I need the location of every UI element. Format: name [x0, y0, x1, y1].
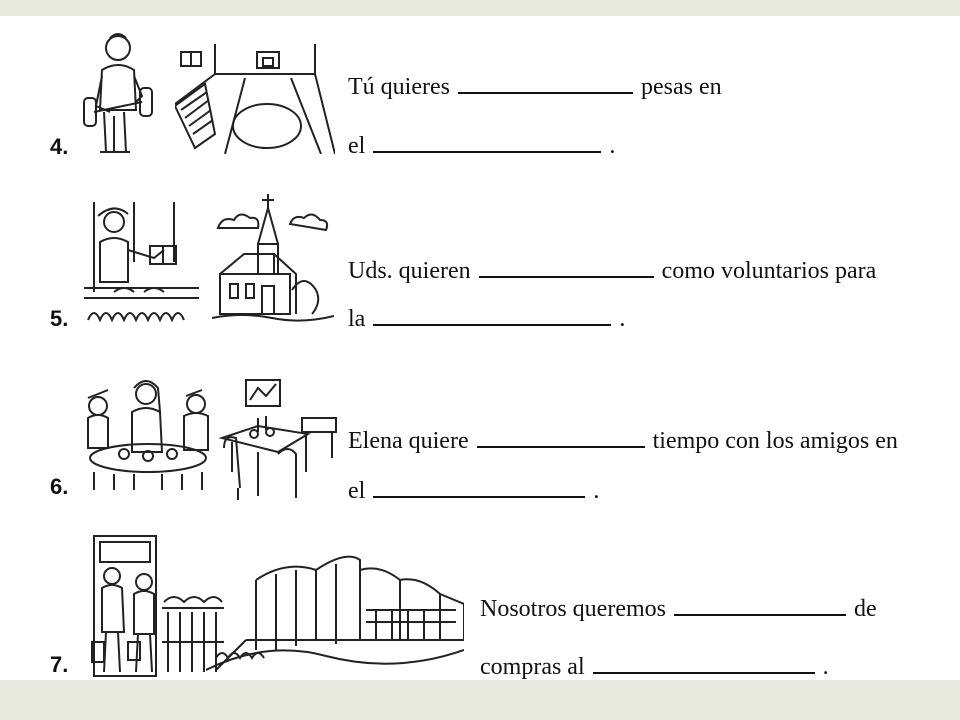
- item-7-line2-end: .: [822, 654, 829, 680]
- item-6-text-before: Elena quiere: [348, 428, 469, 454]
- item-4-line2-end: .: [609, 133, 616, 159]
- item-5-line1: [348, 258, 876, 285]
- item-7-text-before: Nosotros queremos: [480, 596, 666, 622]
- church-icon: [212, 194, 334, 326]
- item-7-line1: [480, 596, 877, 623]
- item-5-text-after: como voluntarios para: [661, 258, 877, 284]
- item-6-blank-1[interactable]: [477, 430, 645, 448]
- item-5-line2: [348, 306, 625, 333]
- item-5-number: 5.: [50, 306, 69, 331]
- item-5-blank-1[interactable]: [479, 260, 654, 278]
- item-4-line1: [348, 74, 722, 101]
- item-5-line2-end: .: [619, 306, 626, 332]
- item-5-text-before: Uds. quieren: [348, 258, 471, 284]
- item-5-line2-start: la: [348, 306, 366, 332]
- item-7-blank-2[interactable]: [593, 656, 815, 674]
- item-6-line1: [348, 428, 898, 455]
- item-6-number: 6.: [50, 474, 69, 499]
- item-4-text-after: pesas en: [640, 74, 722, 100]
- item-4-blank-2[interactable]: [373, 135, 601, 153]
- item-6-line2-end: .: [593, 478, 600, 504]
- item-4-blank-1[interactable]: [458, 76, 633, 94]
- item-6-text-after: tiempo con los amigos en: [652, 428, 898, 454]
- item-7-blank-1[interactable]: [674, 598, 846, 616]
- worksheet: [0, 16, 960, 680]
- item-7-number: 7.: [50, 652, 69, 677]
- gym-court-icon: [175, 44, 335, 154]
- item-5-blank-2[interactable]: [373, 308, 611, 326]
- mall-building-icon: [206, 530, 464, 676]
- item-4-line2-start: el: [348, 133, 366, 159]
- item-7-line2: [480, 654, 829, 681]
- cafe-table-icon: [218, 378, 338, 502]
- item-4-text-before: Tú quieres: [348, 74, 450, 100]
- weightlifter-icon: [80, 26, 170, 166]
- shoppers-icon: [84, 532, 224, 682]
- item-7-text-after: de: [853, 596, 877, 622]
- item-6-line2: [348, 478, 599, 505]
- volunteer-icon: [84, 202, 199, 324]
- item-6-line2-start: el: [348, 478, 366, 504]
- item-4-number: 4.: [50, 134, 69, 159]
- friends-dining-icon: [84, 376, 214, 492]
- item-7-line2-start: compras al: [480, 654, 585, 680]
- item-4-line2: [348, 133, 615, 160]
- item-6-blank-2[interactable]: [373, 480, 585, 498]
